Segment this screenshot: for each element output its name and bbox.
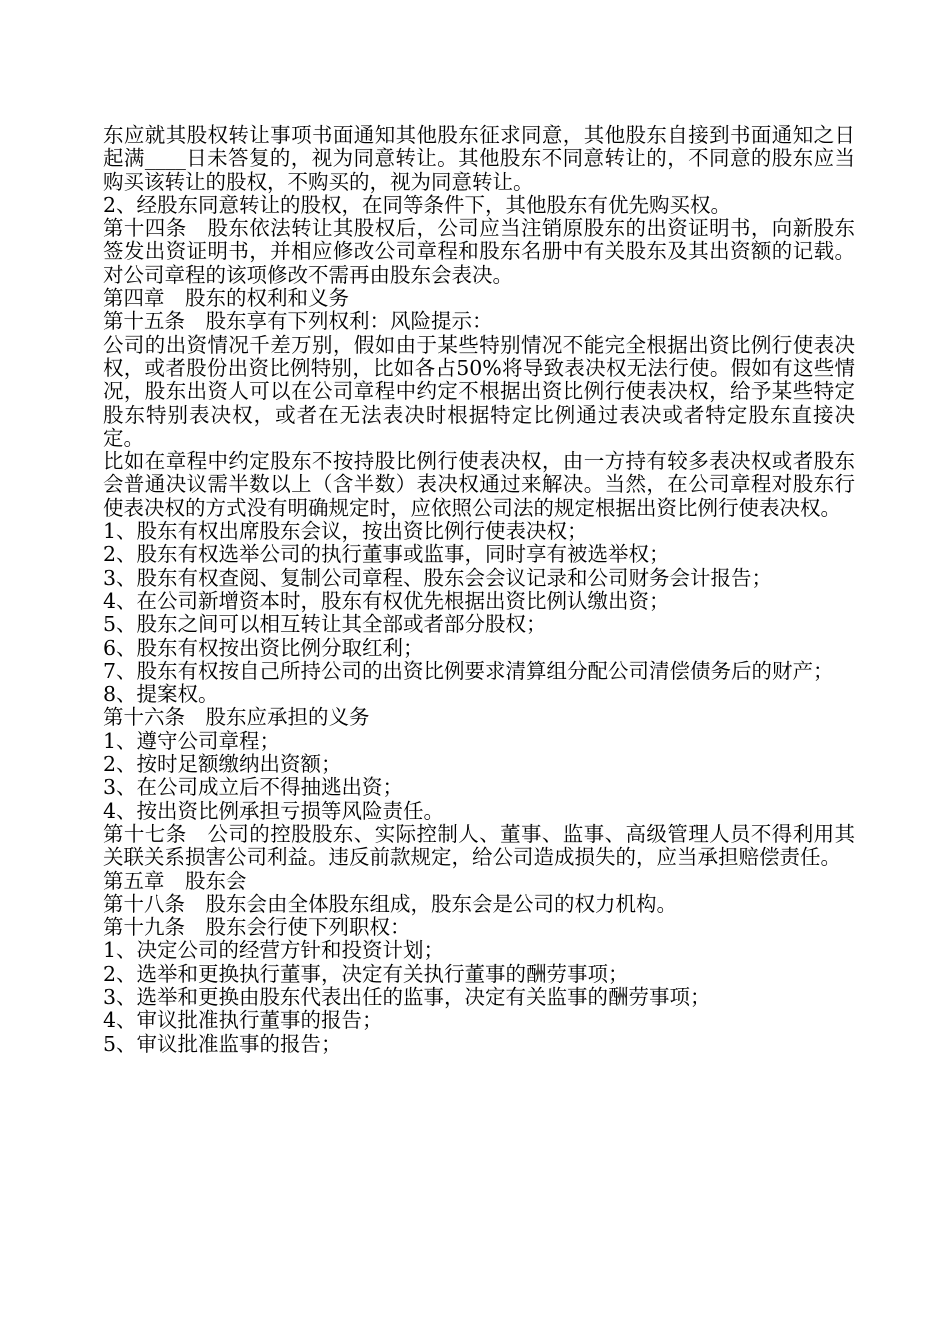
list-item: 2、股东有权选举公司的执行董事或监事，同时享有被选举权； xyxy=(103,542,670,567)
risk-note-paragraph-2: 比如在章程中约定股东不按持股比例行使表决权，由一方持有较多表决权或者股东会普通决议需半数以上（含半数）表决权通过来解决。当然，在公司章程对股东行使表决权的方式没有明确规定时，应依照公司法的规定根据出资比例行使表决权。 xyxy=(103,449,855,520)
document-body xyxy=(103,124,855,1056)
list-item: 5、审议批准监事的报告； xyxy=(103,1031,342,1056)
chapter-5-heading: 第五章 股东会 xyxy=(103,868,247,893)
list-item: 3、选举和更换由股东代表出任的监事，决定有关监事的酬劳事项； xyxy=(103,984,711,1009)
paragraph-preemptive-right: 2、经股东同意转让的股权，在同等条件下，其他股东有优先购买权。 xyxy=(103,192,732,217)
list-item: 3、股东有权查阅、复制公司章程、股东会会议记录和公司财务会计报告； xyxy=(103,565,773,590)
article-14: 第十四条 股东依法转让其股权后，公司应当注销原股东的出资证明书，向新股东签发出资证明书，并相应修改公司章程和股东名册中有关股东及其出资额的记载。对公司章程的该项修改不需再由股东会表决。 xyxy=(103,216,855,287)
list-item: 2、按时足额缴纳出资额； xyxy=(103,752,342,777)
list-item: 4、按出资比例承担亏损等风险责任。 xyxy=(103,798,445,823)
list-item: 7、股东有权按自己所持公司的出资比例要求清算组分配公司清偿债务后的财产； xyxy=(103,658,834,683)
list-item: 4、审议批准执行董事的报告； xyxy=(103,1008,383,1033)
list-item: 6、股东有权按出资比例分取红利； xyxy=(103,635,424,660)
list-item: 3、在公司成立后不得抽逃出资； xyxy=(103,775,404,800)
article-17: 第十七条 公司的控股股东、实际控制人、董事、监事、高级管理人员不得利用其关联关系损害公司利益。违反前款规定，给公司造成损失的，应当承担赔偿责任。 xyxy=(103,821,855,870)
list-item: 1、遵守公司章程； xyxy=(103,728,281,753)
list-item: 2、选举和更换执行董事，决定有关执行董事的酬劳事项； xyxy=(103,961,629,986)
article-19: 第十九条 股东会行使下列职权： xyxy=(103,915,411,940)
list-item: 4、在公司新增资本时，股东有权优先根据出资比例认缴出资； xyxy=(103,588,670,613)
paragraph-transfer-consent: 东应就其股权转让事项书面通知其他股东征求同意，其他股东自接到书面通知之日起满____日未答复的，视为同意转让。其他股东不同意转让的，不同意的股东应当购买该转让的股权，不购买的，视为同意转让。 xyxy=(103,123,855,194)
article-18: 第十八条 股东会由全体股东组成，股东会是公司的权力机构。 xyxy=(103,891,677,916)
article-15: 第十五条 股东享有下列权利：风险提示： xyxy=(103,309,493,334)
list-item: 8、提案权。 xyxy=(103,682,219,707)
list-item: 1、决定公司的经营方针和投资计划； xyxy=(103,938,445,963)
risk-note-paragraph-1: 公司的出资情况千差万别，假如由于某些特别情况不能完全根据出资比例行使表决权，或者股份出资比例特别，比如各占50%将导致表决权无法行使。假如有这些情况，股东出资人可以在公司章程中约定不根据出资比例行使表决权，给予某些特定股东特别表决权，或者在无法表决时根据特定比例通过表决或者特定股东直接决定。 xyxy=(103,332,855,450)
list-item: 5、股东之间可以相互转让其全部或者部分股权； xyxy=(103,612,547,637)
list-item: 1、股东有权出席股东会议，按出资比例行使表决权； xyxy=(103,519,588,544)
chapter-4-heading: 第四章 股东的权利和义务 xyxy=(103,286,349,311)
article-16: 第十六条 股东应承担的义务 xyxy=(103,705,370,730)
